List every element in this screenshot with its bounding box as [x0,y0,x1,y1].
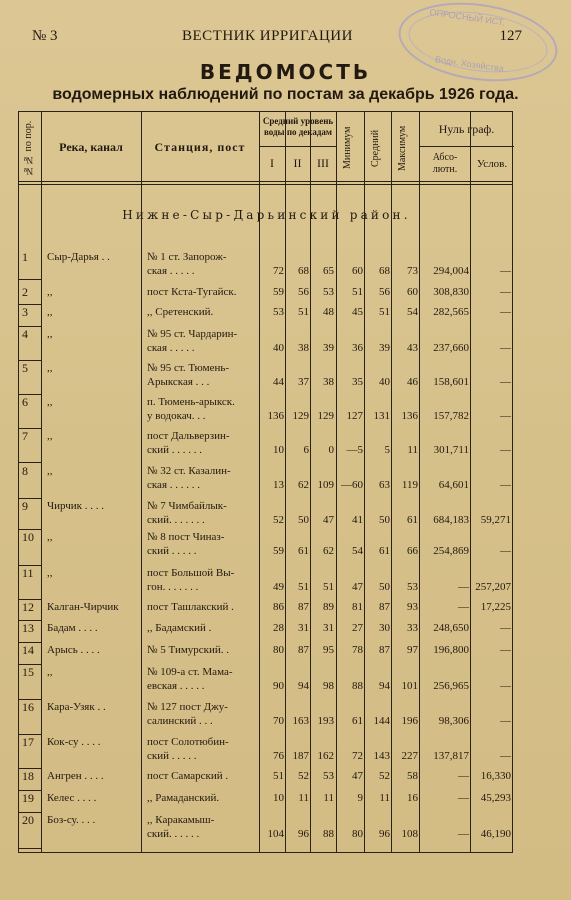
level-minimum: 47 [352,581,363,593]
table-row [19,791,514,813]
header-zero: Нуль граф. [438,122,495,136]
level-decade-2: 6 [303,444,309,456]
zero-conditional: — [500,342,511,354]
river-name: Сыр-Дарья . . [47,251,110,263]
level-decade-3: 53 [323,286,334,298]
station-name: ,, Бадамский . [147,622,212,634]
zero-absolute: 157,782 [433,410,469,422]
level-maximum: 119 [401,479,418,491]
zero-absolute: 196,800 [433,644,469,656]
observations-table [18,111,513,853]
level-average: 52 [379,770,390,782]
row-number: 13 [22,621,34,635]
river-name: ,, [47,465,53,477]
level-minimum: 36 [352,342,363,354]
level-decade-3: 129 [317,410,334,422]
header-avg-level: Средний уровень воды по декадам [262,116,334,137]
level-minimum: 61 [352,715,363,727]
level-maximum: 66 [407,545,418,557]
table-row [19,250,514,280]
station-name: № 32 ст. Казалин- ская . . . . . . [147,465,231,491]
row-number: 16 [22,700,34,714]
level-decade-1: 86 [273,601,284,613]
header-decade-3: III [317,156,329,170]
table-row [19,361,514,395]
zero-conditional: — [500,286,511,298]
station-name: № 109-а ст. Мама- евская . . . . . [147,666,233,692]
level-decade-2: 51 [298,581,309,593]
header-station: Станция, пост [154,140,246,154]
level-average: 131 [373,410,390,422]
river-name: ,, [47,567,53,579]
station-name: № 8 пост Чиназ- ский . . . . . [147,531,225,557]
level-minimum: —5 [346,444,363,456]
level-decade-3: 193 [317,715,334,727]
zero-absolute: 282,565 [433,306,469,318]
level-average: 143 [373,750,390,762]
level-decade-3: 47 [323,514,334,526]
river-name: ,, [47,362,53,374]
level-minimum: 45 [352,306,363,318]
river-name: Бадам . . . . [47,622,98,634]
header-num: №№ по пор. [23,120,34,176]
river-name: Арысь . . . . [47,644,100,656]
table-row [19,285,514,305]
zero-absolute: 254,869 [433,545,469,557]
station-name: ,, Рамаданский. [147,792,220,804]
level-maximum: 53 [407,581,418,593]
zero-conditional: — [500,750,511,762]
level-maximum: 60 [407,286,418,298]
table-row [19,499,514,530]
header-avg: Средний [370,129,381,167]
level-decade-3: 62 [323,545,334,557]
header-bottom-line [19,181,512,182]
level-average: 96 [379,828,390,840]
level-decade-2: 56 [298,286,309,298]
table-row [19,700,514,735]
level-decade-1: 10 [273,792,284,804]
zero-absolute: — [458,792,469,804]
table-row [19,621,514,643]
table-row [19,530,514,566]
level-minimum: 80 [352,828,363,840]
level-decade-1: 70 [273,715,284,727]
row-number: 3 [22,305,28,319]
district-heading: Нижне-Сыр-Дарьинский район. [122,208,411,222]
issue-number: № 3 [32,28,58,44]
level-decade-3: 39 [323,342,334,354]
level-average: 68 [379,265,390,277]
level-average: 11 [379,792,390,804]
river-name: ,, [47,328,53,340]
zero-divider [419,146,514,147]
level-decade-2: 87 [298,601,309,613]
level-decade-2: 94 [298,680,309,692]
level-average: 5 [384,444,390,456]
level-minimum: 54 [352,545,363,557]
table-row [19,395,514,429]
level-minimum: 27 [352,622,363,634]
level-maximum: 16 [407,792,418,804]
level-decade-2: 51 [298,306,309,318]
river-name: ,, [47,306,53,318]
level-decade-3: 95 [323,644,334,656]
zero-absolute: — [458,828,469,840]
zero-conditional: — [500,376,511,388]
level-minimum: 51 [352,286,363,298]
row-number: 8 [22,464,28,478]
zero-absolute: 237,660 [433,342,469,354]
station-name: № 1 ст. Запорож- ская . . . . . [147,251,227,277]
header-conditional: Услов. [476,158,508,170]
level-maximum: 54 [407,306,418,318]
table-row [19,327,514,361]
table-row [19,566,514,600]
level-decade-3: 53 [323,770,334,782]
river-name: Боз-су. . . . [47,814,96,826]
row-number: 14 [22,643,34,657]
zero-conditional: — [500,410,511,422]
row-number: 7 [22,429,28,443]
level-decade-3: 89 [323,601,334,613]
row-number: 5 [22,361,28,375]
zero-conditional: — [500,545,511,557]
zero-conditional: 45,293 [480,792,511,804]
level-minimum: 88 [352,680,363,692]
row-number: 2 [22,285,28,299]
level-decade-1: 51 [273,770,284,782]
station-name: ,, Каракамыш- ский. . . . . . [147,814,215,840]
level-maximum: 97 [407,644,418,656]
level-decade-2: 87 [298,644,309,656]
river-name: Чирчик . . . . [47,500,105,512]
level-decade-3: 31 [323,622,334,634]
station-name: пост Большой Вы- гон. . . . . . . [147,567,235,593]
level-decade-2: 61 [298,545,309,557]
station-name: № 95 ст. Тюмень- Арыкская . . . [147,362,230,388]
zero-absolute: — [458,581,469,593]
table-row [19,643,514,665]
level-decade-1: 13 [273,479,284,491]
level-average: 56 [379,286,390,298]
level-decade-2: 163 [292,715,309,727]
zero-absolute: 158,601 [433,376,469,388]
table-row [19,464,514,499]
level-decade-1: 136 [267,410,284,422]
level-decade-1: 10 [273,444,284,456]
row-number: 19 [22,791,34,805]
zero-conditional: — [500,644,511,656]
row-number: 18 [22,769,34,783]
station-name: пост Солотюбин- ский . . . . . [147,736,229,762]
river-name: Ангрен . . . . [47,770,104,782]
table-row [19,305,514,327]
level-decade-2: 52 [298,770,309,782]
level-minimum: —60 [341,479,363,491]
level-decade-1: 72 [273,265,284,277]
zero-absolute: 294,004 [433,265,469,277]
level-decade-3: 88 [323,828,334,840]
zero-absolute: 308,830 [433,286,469,298]
level-average: 144 [373,715,390,727]
level-minimum: 35 [352,376,363,388]
zero-conditional: — [500,306,511,318]
document-title: ВЕДОМОСТЬ [199,60,372,84]
zero-conditional: — [500,444,511,456]
level-decade-2: 11 [298,792,309,804]
station-name: № 127 пост Джу- салинский . . . [147,701,228,727]
zero-absolute: 301,711 [433,444,469,456]
level-maximum: 73 [407,265,418,277]
station-name: пост Самарский . [147,770,229,782]
river-name: ,, [47,286,53,298]
zero-absolute: — [458,770,469,782]
level-average: 40 [379,376,390,388]
level-decade-3: 0 [328,444,334,456]
river-name: ,, [47,396,53,408]
level-minimum: 72 [352,750,363,762]
level-decade-2: 31 [298,622,309,634]
level-maximum: 93 [407,601,418,613]
river-name: Кок-су . . . . [47,736,101,748]
level-maximum: 61 [407,514,418,526]
level-minimum: 127 [346,410,363,422]
level-average: 87 [379,601,390,613]
stamp-text-top: ОПРОСНЫЙ ИСТ. [429,7,506,28]
header-river: Река, канал [59,140,123,154]
level-decade-3: 11 [323,792,334,804]
table-row [19,735,514,769]
zero-conditional: 16,330 [480,770,511,782]
level-minimum: 78 [352,644,363,656]
station-name: пост Дальверзин- ский . . . . . . [147,430,230,456]
table-row [19,813,514,849]
header-decade-1: I [270,156,274,170]
level-decade-3: 162 [317,750,334,762]
station-name: № 7 Чимбайлык- ский. . . . . . . [147,500,227,526]
level-decade-1: 28 [273,622,284,634]
zero-conditional: 46,190 [480,828,511,840]
level-average: 50 [379,514,390,526]
station-name: пост Кста-Тугайск. [147,286,237,298]
zero-absolute: — [458,601,469,613]
level-average: 63 [379,479,390,491]
row-divider [19,462,41,463]
level-average: 39 [379,342,390,354]
level-decade-1: 80 [273,644,284,656]
level-average: 30 [379,622,390,634]
row-number: 20 [22,813,34,827]
header-max: Максимум [397,125,408,171]
level-decade-2: 96 [298,828,309,840]
level-decade-3: 65 [323,265,334,277]
level-decade-2: 129 [292,410,309,422]
station-name: № 95 ст. Чардарин- ская . . . . . [147,328,238,354]
header-double-line [19,184,512,185]
level-decade-1: 49 [273,581,284,593]
level-decade-2: 37 [298,376,309,388]
table-row [19,665,514,700]
level-decade-3: 48 [323,306,334,318]
level-minimum: 81 [352,601,363,613]
station-name: ,, Сретенский. [147,306,214,318]
level-average: 94 [379,680,390,692]
zero-absolute: 98,306 [438,715,469,727]
row-number: 10 [22,530,34,544]
journal-title: ВЕСТНИК ИРРИГАЦИИ [182,28,353,44]
station-name: № 5 Тимурский. . [147,644,230,656]
zero-absolute: 248,650 [433,622,469,634]
zero-absolute: 137,817 [433,750,469,762]
level-maximum: 108 [401,828,418,840]
level-decade-1: 40 [273,342,284,354]
row-number: 15 [22,665,34,679]
level-decade-3: 98 [323,680,334,692]
document-subtitle: водомерных наблюдений по постам за декабрь 1926 года. [52,86,519,103]
river-name: ,, [47,531,53,543]
level-decade-3: 109 [317,479,334,491]
row-number: 4 [22,327,28,341]
level-decade-1: 52 [273,514,284,526]
level-maximum: 101 [401,680,418,692]
level-decade-1: 53 [273,306,284,318]
header-min: Минимум [342,126,353,170]
level-maximum: 58 [407,770,418,782]
decade-divider [259,146,336,147]
level-decade-2: 187 [292,750,309,762]
river-name: ,, [47,666,53,678]
level-average: 61 [379,545,390,557]
zero-absolute: 256,965 [433,680,469,692]
level-maximum: 46 [407,376,418,388]
level-decade-1: 76 [273,750,284,762]
level-maximum: 136 [401,410,418,422]
zero-conditional: — [500,265,511,277]
zero-conditional: 17,225 [480,601,511,613]
table-row [19,769,514,791]
level-average: 51 [379,306,390,318]
page-number: 127 [499,28,522,44]
level-minimum: 60 [352,265,363,277]
level-maximum: 196 [401,715,418,727]
row-divider [19,279,41,280]
zero-conditional: — [500,680,511,692]
table-row [19,429,514,463]
row-divider [19,848,41,849]
level-decade-1: 90 [273,680,284,692]
level-maximum: 43 [407,342,418,354]
level-decade-2: 38 [298,342,309,354]
river-name: ,, [47,430,53,442]
level-decade-1: 44 [273,376,284,388]
row-number: 12 [22,600,34,614]
zero-conditional: — [500,622,511,634]
stamp-text-bottom: Водн. Хозяйства [434,54,505,74]
table-row [19,600,514,621]
station-name: п. Тюмень-арыкск. у водокач. . . [147,396,235,422]
row-number: 6 [22,395,28,409]
river-name: Келес . . . . [47,792,97,804]
header-absolute: Абсо-лютн. [432,152,458,175]
row-number: 1 [22,250,28,264]
river-name: Калган-Чирчик [47,601,119,613]
row-number: 11 [22,566,34,580]
level-minimum: 9 [357,792,363,804]
row-number: 9 [22,499,28,513]
row-number: 17 [22,735,34,749]
zero-conditional: 59,271 [480,514,511,526]
level-decade-1: 59 [273,286,284,298]
level-average: 50 [379,581,390,593]
level-decade-3: 38 [323,376,334,388]
level-minimum: 41 [352,514,363,526]
level-decade-2: 50 [298,514,309,526]
level-decade-2: 68 [298,265,309,277]
river-name: Кара-Узяк . . [47,701,106,713]
level-decade-2: 62 [298,479,309,491]
level-maximum: 33 [407,622,418,634]
header-decade-2: II [293,156,302,170]
level-decade-3: 51 [323,581,334,593]
zero-conditional: — [500,715,511,727]
zero-absolute: 64,601 [438,479,469,491]
level-decade-1: 59 [273,545,284,557]
zero-conditional: 257,207 [475,581,511,593]
zero-conditional: — [500,479,511,491]
level-maximum: 11 [407,444,418,456]
level-minimum: 47 [352,770,363,782]
zero-absolute: 684,183 [433,514,469,526]
station-name: пост Ташлакский . [147,601,234,613]
level-maximum: 227 [401,750,418,762]
level-decade-1: 104 [267,828,284,840]
level-average: 87 [379,644,390,656]
